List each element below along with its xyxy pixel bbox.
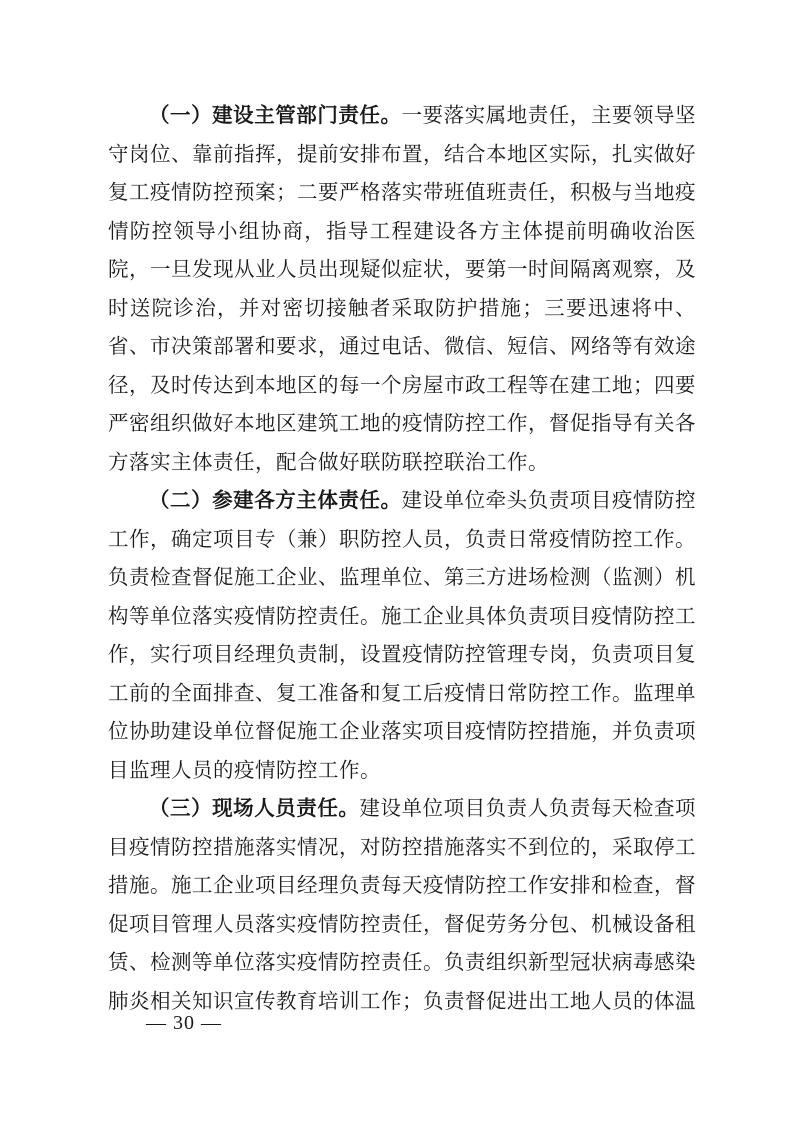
paragraph-2-text: 建设单位牵头负责项目疫情防控工作，确定项目专（兼）职防控人员，负责日常疫情防控工作。负责检查督促施工企业、监理单位、第三方进场检测（监测）机构等单位落实疫情防控责任。施工企业具体负责项目疫情防控工作，实行项目经理负责制，设置疫情防控管理专岗，负责项目复工前的全面排查、复工准备和复工后疫情日常防控工作。监理单位协助建设单位督促施工企业落实项目疫情防控措施，并负责项目监理人员的疫情防控工作。 <box>108 488 697 782</box>
paragraph-1-heading: （一）建设主管部门责任。 <box>149 103 402 127</box>
footer-dash-right: — <box>201 1012 222 1034</box>
paragraph-3-heading: （三）现场人员责任。 <box>149 796 360 820</box>
paragraph-3-text: 建设单位项目负责人负责每天检查项目疫情防控措施落实情况，对防控措施落实不到位的，采取停工措施。施工企业项目经理负责每天疫情防控工作安排和检查，督促项目管理人员落实疫情防控责任，督促劳务分包、机械设备租赁、检测等单位落实疫情防控责任。负责组织新型冠状病毒感染肺炎相关知识宣传教育培训工作；负责督促进出工地人员的体温 <box>108 796 697 1013</box>
footer-dash-left: — <box>146 1012 167 1034</box>
paragraph-3 <box>108 789 696 1020</box>
page-number-footer <box>140 1012 228 1035</box>
document-body <box>108 96 696 1020</box>
paragraph-2 <box>108 481 696 789</box>
paragraph-1 <box>108 96 696 481</box>
paragraph-1-text: 一要落实属地责任，主要领导坚守岗位、靠前指挥，提前安排布置，结合本地区实际，扎实做好复工疫情防控预案；二要严格落实带班值班责任，积极与当地疫情防控领导小组协商，指导工程建设各方主体提前明确收治医院，一旦发现从业人员出现疑似症状，要第一时间隔离观察，及时送院诊治，并对密切接触者采取防护措施；三要迅速将中、省、市决策部署和要求，通过电话、微信、短信、网络等有效途径，及时传达到本地区的每一个房屋市政工程等在建工地；四要严密组织做好本地区建筑工地的疫情防控工作，督促指导有关各方落实主体责任，配合做好联防联控联治工作。 <box>108 103 697 474</box>
page-number: 30 <box>173 1012 195 1034</box>
paragraph-2-heading: （二）参建各方主体责任。 <box>149 488 402 512</box>
